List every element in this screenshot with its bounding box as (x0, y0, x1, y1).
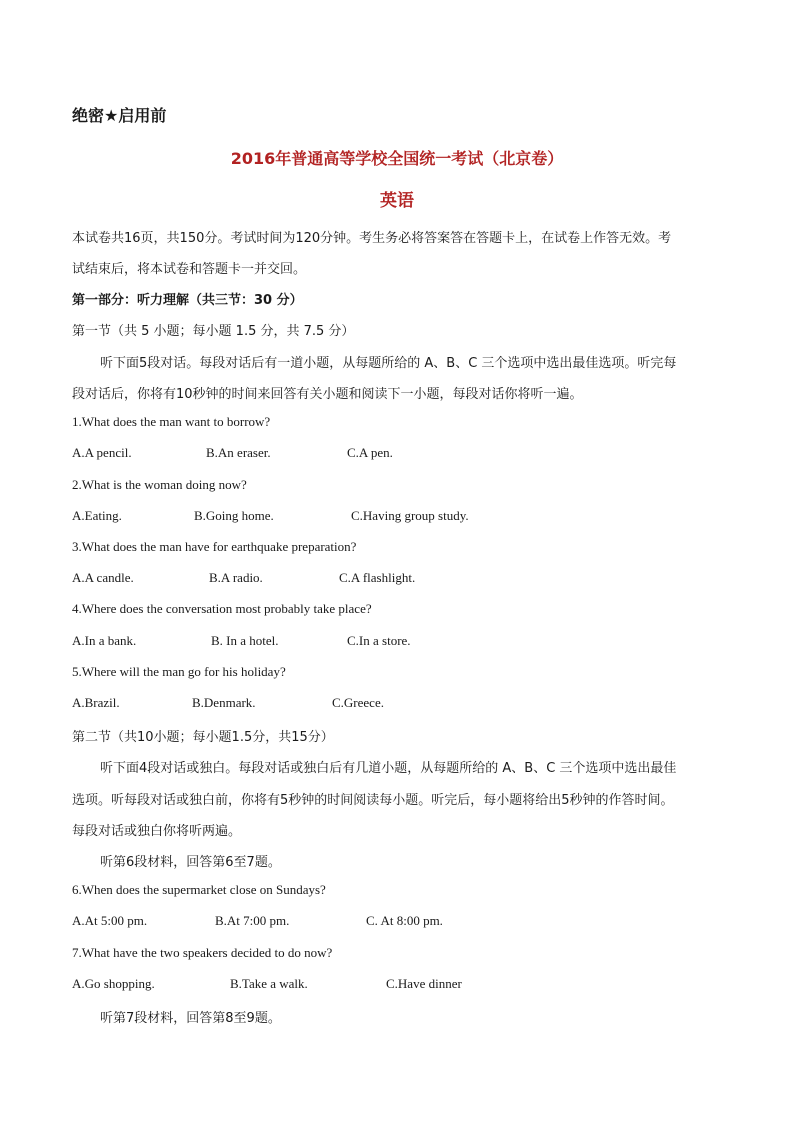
section2-instruction-1: 听下面4段对话或独白。每段对话或独白后有几道小题，从每题所给的 A、B、C 三个选项中选出最佳 (100, 761, 677, 776)
q5-option-c: C.Greece. (332, 695, 384, 710)
q6-option-c: C. At 8:00 pm. (366, 913, 443, 928)
exam-title: 2016年普通高等学校全国统一考试（北京卷） (230, 149, 564, 168)
question-4: 4.Where does the conversation most probably take place? (72, 601, 372, 616)
q3-option-b: B.A radio. (209, 570, 263, 585)
section1-instruction-2: 段对话后，你将有10秒钟的时间来回答有关小题和阅读下一小题，每段对话你将听一遍。 (72, 387, 583, 402)
intro-line-2: 试结束后，将本试卷和答题卡一并交回。 (72, 262, 307, 277)
question-2: 2.What is the woman doing now? (72, 477, 247, 492)
question-3: 3.What does the man have for earthquake preparation? (72, 539, 357, 554)
section2-instruction-3: 每段对话或独白你将听两遍。 (72, 824, 242, 839)
question-5: 5.Where will the man go for his holiday? (72, 664, 286, 679)
subject-title: 英语 (380, 191, 414, 211)
question-1: 1.What does the man want to borrow? (72, 414, 271, 429)
material-6-instruction: 听第6段材料，回答第6至7题。 (100, 855, 281, 870)
q7-option-a: A.Go shopping. (72, 976, 155, 991)
section1-instruction-1: 听下面5段对话。每段对话后有一道小题，从每题所给的 A、B、C 三个选项中选出最佳选项。听完每 (100, 356, 677, 371)
question-6: 6.When does the supermarket close on Sundays? (72, 882, 326, 897)
q7-option-b: B.Take a walk. (230, 976, 308, 991)
q2-option-c: C.Having group study. (351, 508, 469, 523)
q4-option-b: B. In a hotel. (211, 633, 279, 648)
material-7-instruction: 听第7段材料，回答第8至9题。 (100, 1011, 281, 1026)
q2-option-a: A.Eating. (72, 508, 122, 523)
section1-heading: 第一节（共 5 小题；每小题 1.5 分，共 7.5 分） (72, 324, 355, 339)
q3-option-a: A.A candle. (72, 570, 134, 585)
q5-option-b: B.Denmark. (192, 695, 256, 710)
q1-option-a: A.A pencil. (72, 445, 132, 460)
intro-line-1: 本试卷共16页，共150分。考试时间为120分钟。考生务必将答案答在答题卡上，在试卷上作答无效。考 (72, 231, 672, 246)
question-7: 7.What have the two speakers decided to do now? (72, 945, 333, 960)
q7-option-c: C.Have dinner (386, 976, 462, 991)
q4-option-a: A.In a bank. (72, 633, 137, 648)
part1-heading: 第一部分：听力理解（共三节：30 分） (72, 293, 303, 308)
q3-option-c: C.A flashlight. (339, 570, 416, 585)
q6-option-b: B.At 7:00 pm. (215, 913, 290, 928)
q5-option-a: A.Brazil. (72, 695, 120, 710)
q1-option-b: B.An eraser. (206, 445, 271, 460)
q4-option-c: C.In a store. (347, 633, 411, 648)
confidential-label: 绝密★启用前 (72, 106, 167, 125)
q1-option-c: C.A pen. (347, 445, 393, 460)
section2-instruction-2: 选项。听每段对话或独白前，你将有5秒钟的时间阅读每小题。听完后，每小题将给出5秒钟的作答时间。 (72, 793, 674, 808)
q6-option-a: A.At 5:00 pm. (72, 913, 148, 928)
section2-heading: 第二节（共10小题；每小题1.5分，共15分） (72, 730, 334, 745)
q2-option-b: B.Going home. (194, 508, 274, 523)
